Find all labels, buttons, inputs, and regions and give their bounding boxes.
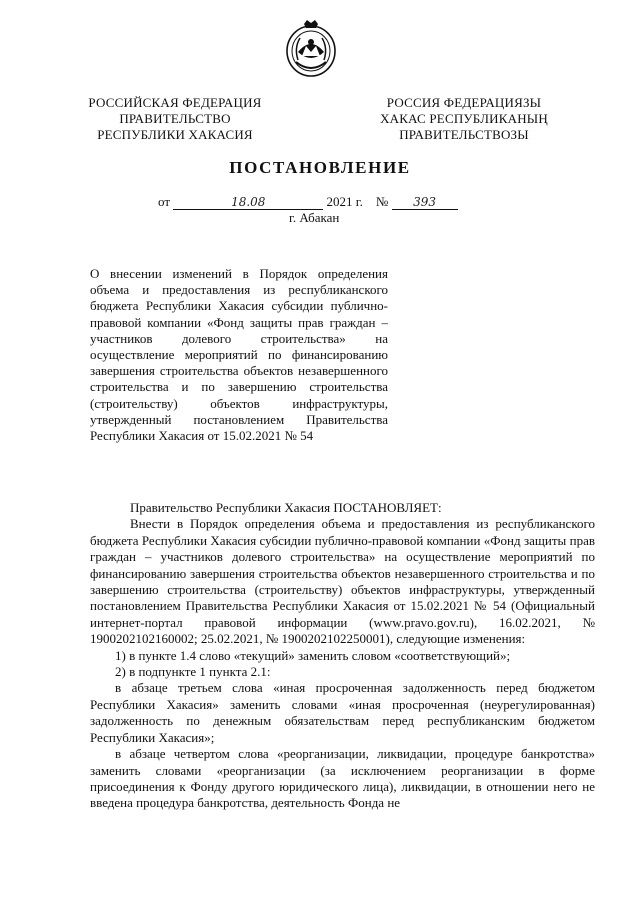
document-title: ПОСТАНОВЛЕНИЕ <box>229 158 411 177</box>
header-left-line: РОССИЙСКАЯ ФЕДЕРАЦИЯ <box>88 95 262 110</box>
header-left-line: ПРАВИТЕЛЬСТВО <box>119 111 231 126</box>
document-subject: О внесении изменений в Порядок определения объема и предоставления из республиканского бюджета Республики Хакасия субсидии публично-правовой компании «Фонд защиты прав граждан – участников долевого строительства» на осуществление мероприятий по финансированию завершения строительства объектов незавершенного строительства и по завершению строительства (строительству) объектов инфраструктуры, утвержденный постановлением Правительства Республики Хакасия от 15.02.2021 № 54 <box>90 266 388 444</box>
body-paragraph: в абзаце четвертом слова «реорганизации, ликвидации, процедуре банкротства» заменить словами «реорганизации (за исключением реорганизации в форме присоединения к Фонду другого юридического лица), ликвидации, в отношении него не введена процедура банкротства, деятельность Фонда не <box>90 746 595 811</box>
intro-paragraph: Правительство Республики Хакасия ПОСТАНОВЛЯЕТ: <box>130 500 442 515</box>
header-right-line: ПРАВИТЕЛЬСТВОЗЫ <box>399 127 529 142</box>
header-left <box>80 95 270 143</box>
body-paragraph: Внести в Порядок определения объема и предоставления из республиканского бюджета Республики Хакасия субсидии публично-правовой компании «Фонд защиты прав граждан – участников долевого строительства» на осуществление мероприятий по финансированию завершения строительства объектов незавершенного строительства и по завершению строительства (строительству) объектов инфраструктуры, утвержденный постановлением Правительства Республики Хакасия от 15.02.2021 № 54 (Официальный интернет-портал правовой информации (www.pravo.gov.ru), 16.02.2021, № 1900202102160002; 25.02.2021, № 1900202102250001), следующие изменения: <box>90 516 595 647</box>
date-number-line <box>158 194 458 210</box>
number-sign: № <box>375 194 389 209</box>
header-right-line: РОССИЯ ФЕДЕРАЦИЯЗЫ <box>386 95 542 110</box>
list-item: 2) в подпункте 1 пункта 2.1: <box>115 664 271 680</box>
body-paragraph: в абзаце третьем слова «иная просроченная задолженность перед бюджетом Республики Хакасия» заменить словами «иная просроченная (неурегулированная) задолженность по денежным обязательствам перед республиканским бюджетом Республики Хакасия»; <box>90 680 595 745</box>
number-handwritten: 393 <box>392 195 458 210</box>
header-right <box>366 95 562 143</box>
city: г. Абакан <box>289 210 340 225</box>
coat-of-arms-icon <box>284 18 338 78</box>
header-left-line: РЕСПУБЛИКИ ХАКАСИЯ <box>97 127 253 142</box>
list-item: 1) в пункте 1.4 слово «текущий» заменить словом «соответствующий»; <box>115 647 511 663</box>
header-right-line: ХАКАС РЕСПУБЛИКАНЫҢ <box>380 111 548 126</box>
date-prefix: от <box>158 194 171 209</box>
document-body <box>90 500 595 812</box>
year: 2021 г. <box>326 194 363 209</box>
date-handwritten: 18.08 <box>173 195 323 210</box>
